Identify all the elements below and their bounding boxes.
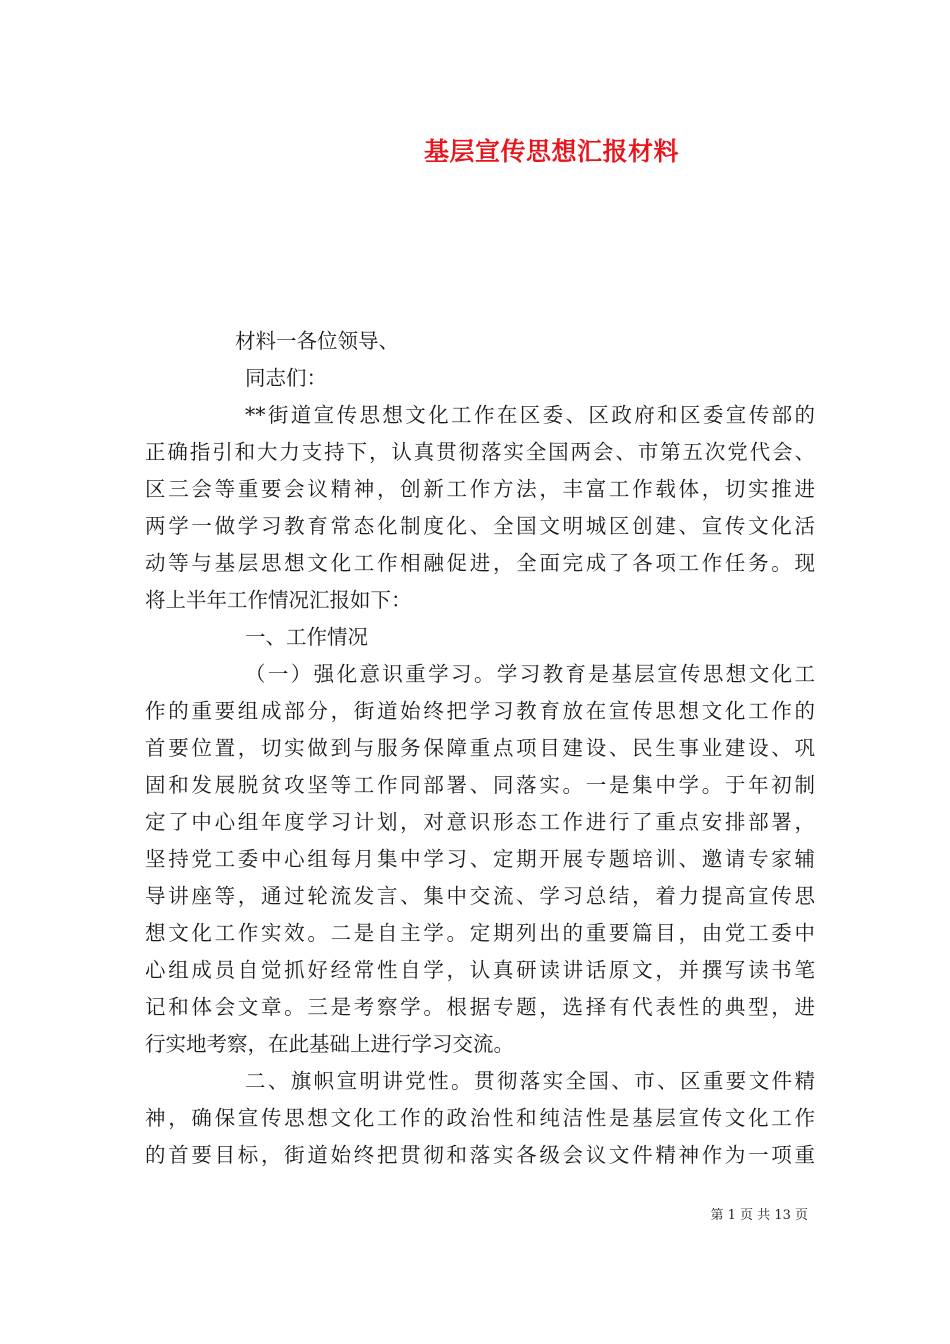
page-number: 第 1 页 共 13 页	[710, 1208, 808, 1223]
document-body	[145, 323, 815, 1174]
text-line: 定了中心组年度学习计划，对意识形态工作进行了重点安排部署，	[145, 810, 815, 834]
text-line: 想文化工作实效。二是自主学。定期列出的重要篇目，由党工委中	[145, 921, 815, 945]
text-line: 的首要目标，街道始终把贯彻和落实各级会议文件精神作为一项重	[145, 1143, 815, 1167]
text-line: （一）强化意识重学习。学习教育是基层宣传思想文化工	[245, 662, 815, 686]
text-line: 两学一做学习教育常态化制度化、全国文明城区创建、宣传文化活	[145, 514, 815, 538]
text-line: 材料一各位领导、	[235, 329, 399, 353]
section-heading: 一、工作情况	[245, 625, 368, 649]
text-line: 动等与基层思想文化工作相融促进，全面完成了各项工作任务。现	[145, 551, 815, 575]
text-line: 坚持党工委中心组每月集中学习、定期开展专题培训、邀请专家辅	[145, 847, 815, 871]
text-line: 作的重要组成部分，街道始终把学习教育放在宣传思想文化工作的	[145, 699, 815, 723]
text-line: **街道宣传思想文化工作在区委、区政府和区委宣传部的	[245, 403, 815, 427]
text-line: 心组成员自觉抓好经常性自学，认真研读讲话原文，并撰写读书笔	[145, 958, 815, 982]
text-line: 固和发展脱贫攻坚等工作同部署、同落实。一是集中学。于年初制	[145, 773, 815, 797]
text-line: 神，确保宣传思想文化工作的政治性和纯洁性是基层宣传文化工作	[145, 1106, 815, 1130]
text-line: 首要位置，切实做到与服务保障重点项目建设、民生事业建设、巩	[145, 736, 815, 760]
text-line: 同志们：	[245, 366, 327, 390]
text-line: 区三会等重要会议精神，创新工作方法，丰富工作载体，切实推进	[145, 477, 815, 501]
text-line: 正确指引和大力支持下，认真贯彻落实全国两会、市第五次党代会、	[145, 440, 815, 464]
text-line: 行实地考察，在此基础上进行学习交流。	[145, 1032, 514, 1056]
text-line: 记和体会文章。三是考察学。根据专题，选择有代表性的典型，进	[145, 995, 815, 1019]
text-line: 二、旗帜宣明讲党性。贯彻落实全国、市、区重要文件精	[245, 1069, 815, 1093]
document-title: 基层宣传思想汇报材料	[423, 137, 679, 166]
text-line: 导讲座等，通过轮流发言、集中交流、学习总结，着力提高宣传思	[145, 884, 815, 908]
text-line: 将上半年工作情况汇报如下：	[145, 588, 412, 612]
